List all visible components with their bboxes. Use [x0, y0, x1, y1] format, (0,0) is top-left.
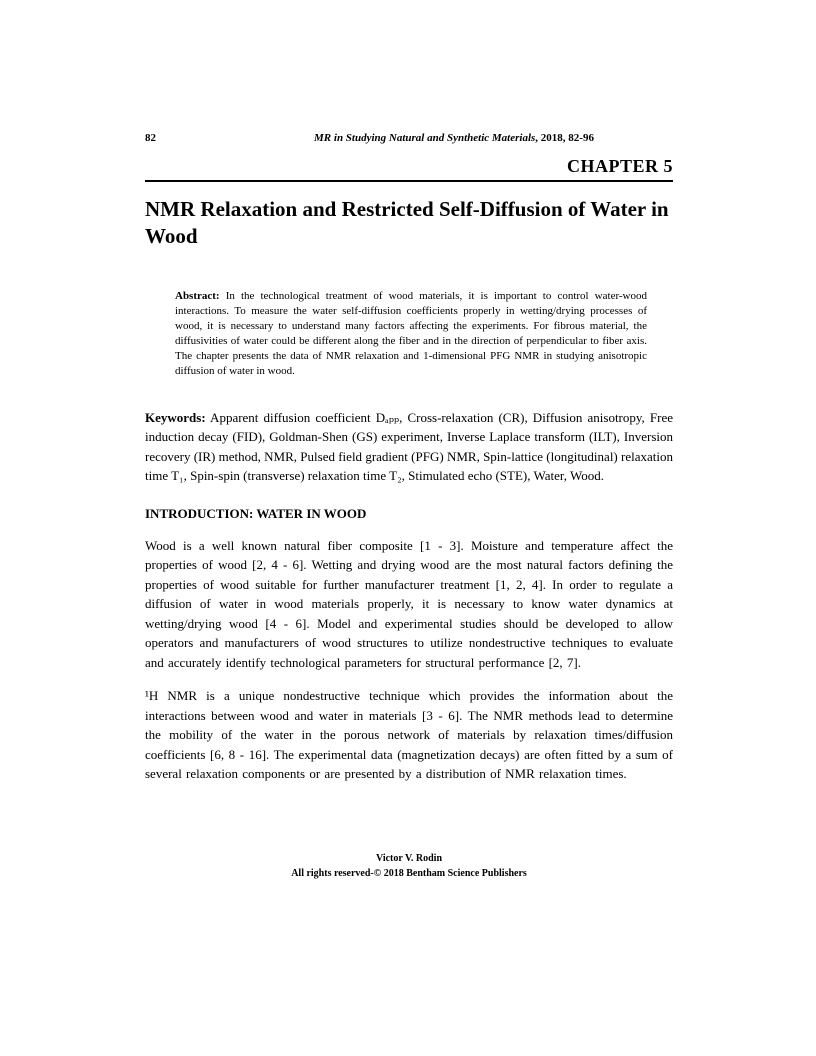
footer-rights: All rights reserved-© 2018 Bentham Science Publishers — [291, 867, 527, 879]
abstract-label: Abstract: — [175, 289, 220, 302]
journal-title: MR in Studying Natural and Synthetic Materials — [314, 132, 536, 144]
keywords-text: Apparent diffusion coefficient Dₐₚₚ, Cross-relaxation (CR), Diffusion anisotropy, Free induction decay (FID), Goldman-Shen (GS) experiment, Inverse Laplace transform (ILT), Inversion recovery (IR) method, NMR, Pulsed field gradient (PFG) NMR, Spin-lattice (longitudinal) relaxation time T₁, Spin-spin (transverse) relaxation time T₂, Stimulated echo (STE), Water, Wood. — [145, 409, 673, 484]
abstract — [175, 289, 647, 380]
paragraph: Wood is a well known natural fiber composite [1 - 3]. Moisture and temperature affect the properties of wood [2, 4 - 6]. Wetting and drying wood are the most natural factors defining the properties of wood suitable for further manufacturer treatment [1, 2, 4]. In order to regulate a diffusion of water in wood materials properly, it is necessary to know water dynamics at wetting/drying wood [4 - 6]. Model and experimental studies should be developed to allow operators and manufacturers of wood structures to utilize nondestructive techniques to evaluate and accurately identify technological parameters for structural performance [2, 7]. — [145, 537, 673, 670]
keywords-label: Keywords: — [145, 409, 206, 425]
journal-issue-pages: , 2018, 82-96 — [535, 132, 594, 144]
chapter-title: NMR Relaxation and Restricted Self-Diffusion of Water in Wood — [145, 197, 669, 249]
running-head — [145, 132, 673, 144]
chapter-label: CHAPTER 5 — [145, 156, 673, 182]
keywords — [145, 408, 673, 486]
journal-reference — [235, 132, 673, 144]
paragraph: ¹H NMR is a unique nondestructive technique which provides the information about the interactions between wood and water in materials [3 - 6]. The NMR methods lead to determine the mobility of the water in the porous network of materials by relaxation times/diffusion coefficients [6, 8 - 16]. The experimental data (magnetization decays) are often fitted by a sum of several relaxation components or are presented by a distribution of NMR relaxation times. — [145, 688, 673, 782]
footer-author: Victor V. Rodin — [375, 853, 443, 864]
page-number: 82 — [145, 132, 156, 144]
section-heading: INTRODUCTION: WATER IN WOOD — [145, 505, 367, 521]
page-content — [145, 132, 673, 784]
page-footer — [145, 852, 673, 881]
abstract-text: In the technological treatment of wood materials, it is important to control water-wood interactions. To measure the water self-diffusion coefficients properly in wetting/drying processes of wood, it is necessary to understand many factors affecting the experiments. For fibrous material, the diffusivities of water could be different along the fiber and in the direction of perpendicular to fiber axis. The chapter presents the data of NMR relaxation and 1-dimensional PFG NMR in studying anisotropic diffusion of water in wood. — [175, 289, 647, 378]
